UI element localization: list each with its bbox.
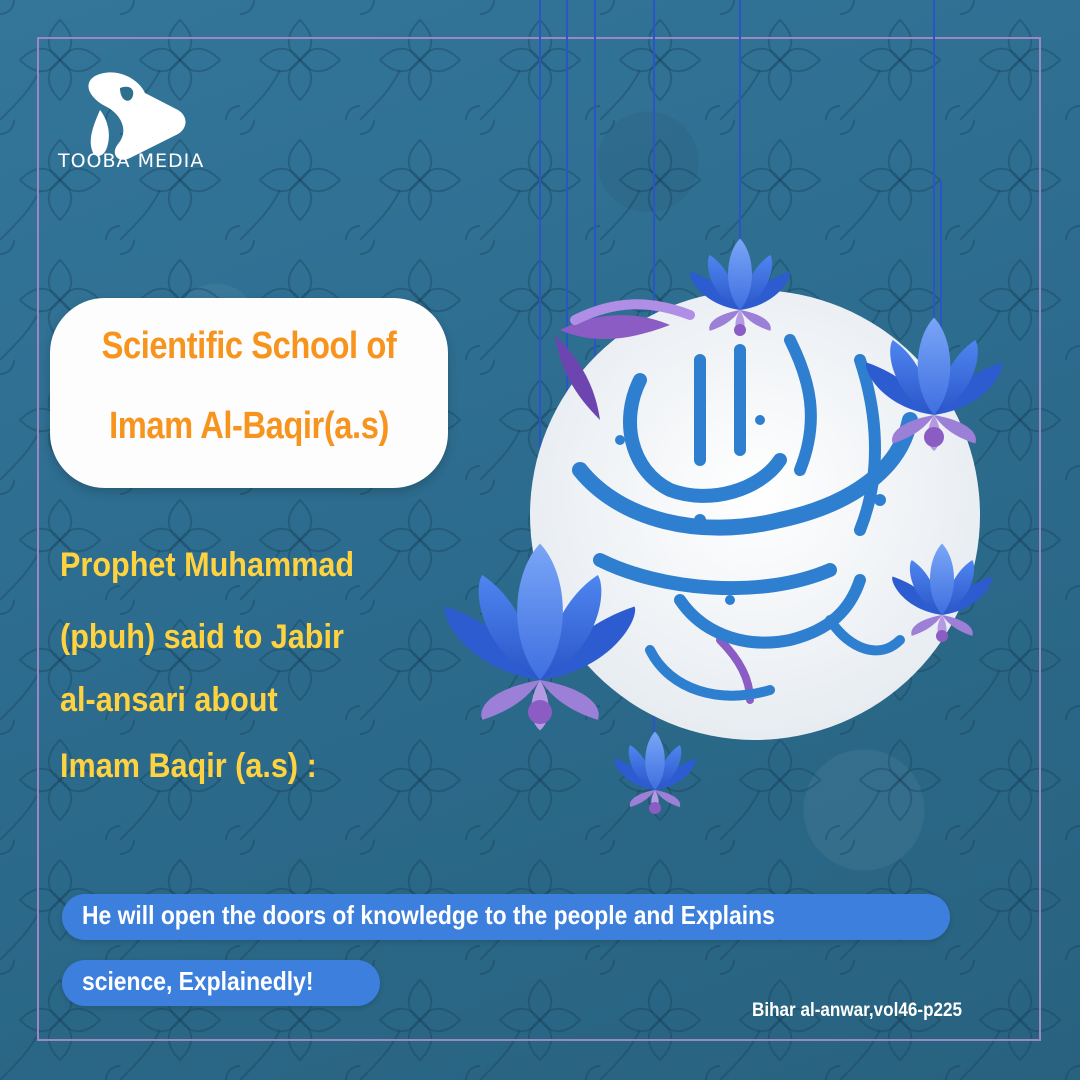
source-citation: Bihar al-anwar,vol46-p225 bbox=[752, 1000, 963, 1021]
quote-intro-line-4: Imam Baqir (a.s) : bbox=[60, 747, 317, 785]
brand-name: TOOBA MEDIA bbox=[58, 150, 205, 172]
quote-intro-line-1: Prophet Muhammad bbox=[60, 546, 355, 584]
hadith-line-1: He will open the doors of knowledge to the people and Explains bbox=[82, 900, 775, 930]
hadith-line-2: science, Explainedly! bbox=[82, 966, 314, 996]
title-line-1: Scientific School of bbox=[101, 325, 397, 367]
quote-intro-line-2: (pbuh) said to Jabir bbox=[60, 618, 344, 656]
title-line-2: Imam Al-Baqir(a.s) bbox=[109, 405, 389, 447]
quote-intro-line-3: al-ansari about bbox=[60, 681, 278, 719]
calligraphy-lotus-artwork bbox=[400, 0, 1040, 840]
